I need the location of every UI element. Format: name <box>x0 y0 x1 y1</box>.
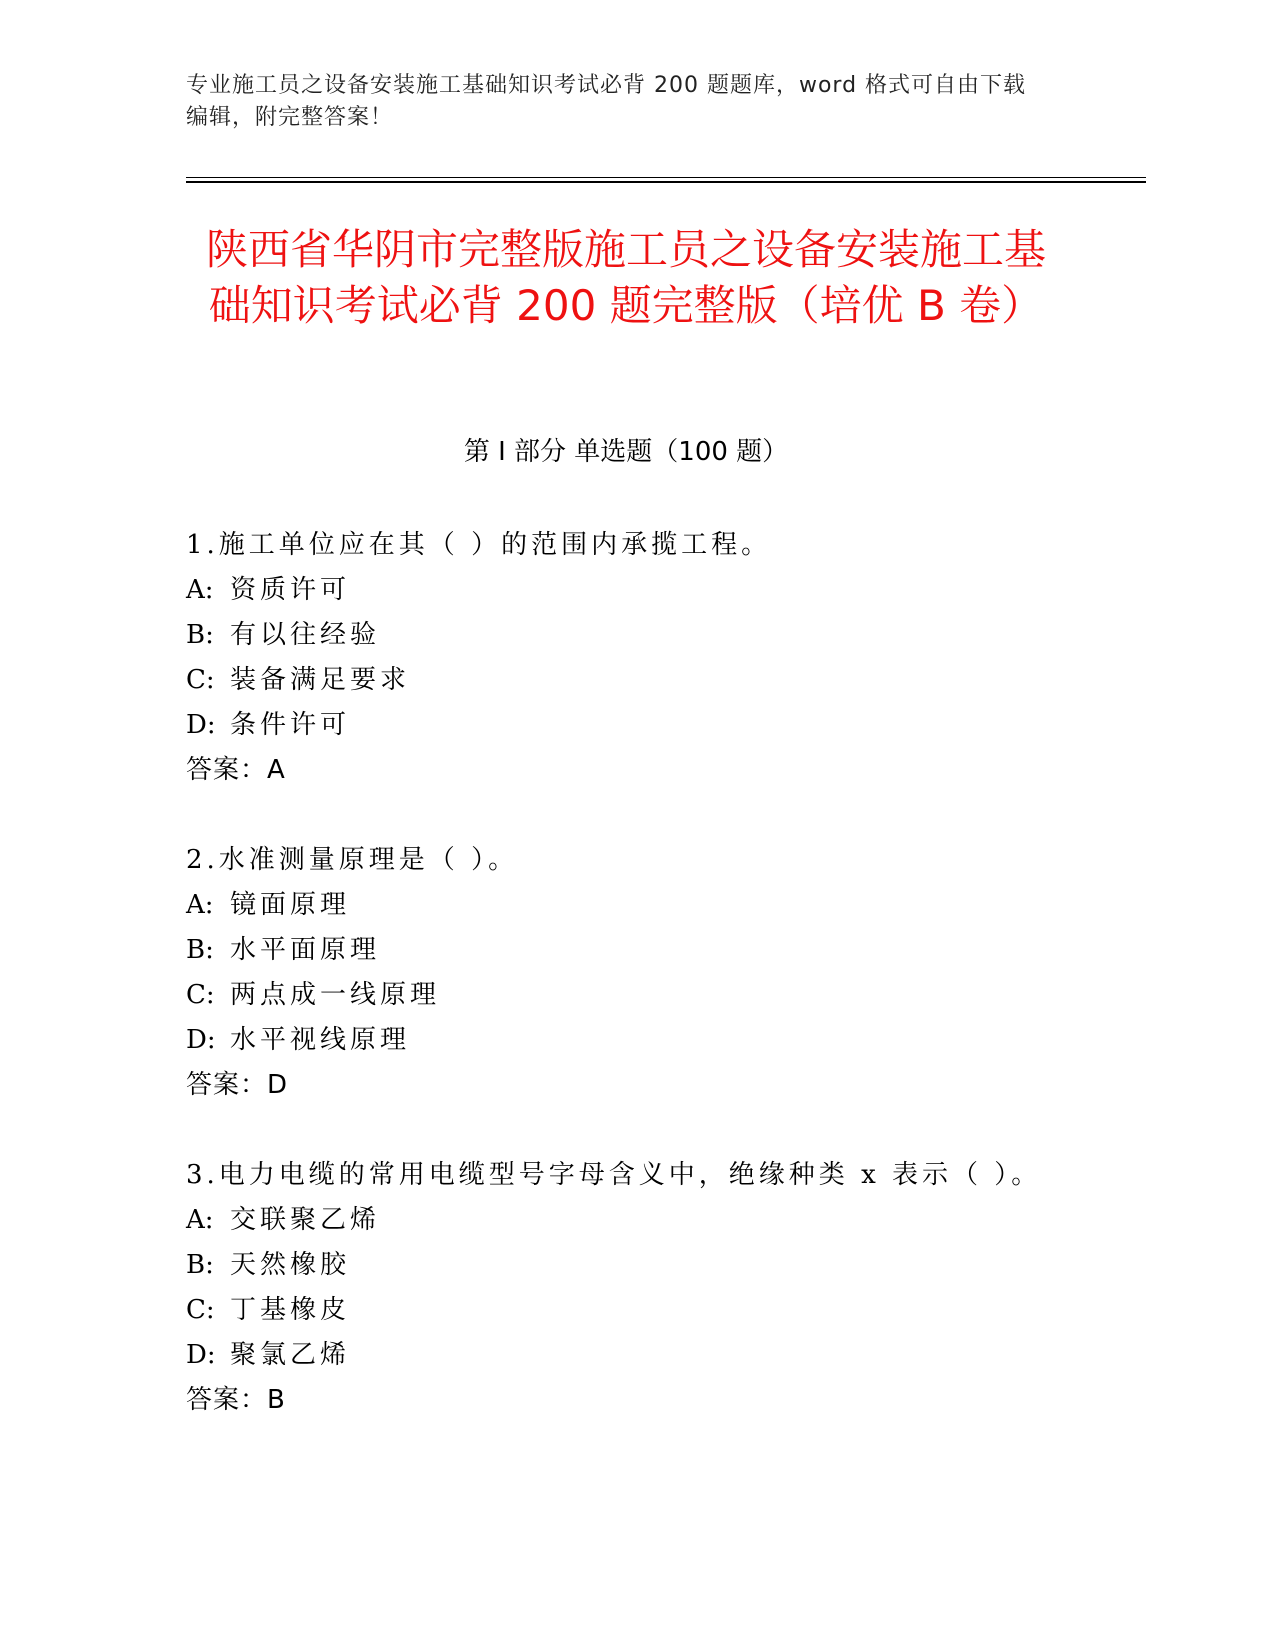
option-text: 镜面原理 <box>230 890 351 920</box>
question-3 <box>186 1153 1086 1423</box>
option-letter: B: <box>186 1250 214 1280</box>
section-title: 第 I 部分 单选题（100 题） <box>463 437 789 467</box>
option-c <box>186 973 1086 1018</box>
option-text: 水平面原理 <box>230 935 381 965</box>
option-text: 交联聚乙烯 <box>230 1205 381 1235</box>
option-letter: C: <box>186 980 215 1010</box>
header-divider-thick <box>186 181 1146 183</box>
header-note <box>186 70 1066 134</box>
option-letter: B: <box>186 935 214 965</box>
option-b <box>186 928 1086 973</box>
option-text: 丁基橡皮 <box>230 1295 351 1325</box>
option-d <box>186 1333 1086 1378</box>
option-c <box>186 1288 1086 1333</box>
option-text: 资质许可 <box>230 575 351 605</box>
option-text: 天然橡胶 <box>230 1250 351 1280</box>
option-text: 有以往经验 <box>230 620 381 650</box>
option-letter: D: <box>186 1025 216 1055</box>
option-letter: C: <box>186 665 215 695</box>
question-stem: 2.水准测量原理是（ ）。 <box>186 845 519 875</box>
option-letter: D: <box>186 1340 216 1370</box>
option-letter: A: <box>186 1205 214 1235</box>
option-text: 装备满足要求 <box>230 665 411 695</box>
option-d <box>186 1018 1086 1063</box>
option-letter: B: <box>186 620 214 650</box>
option-text: 聚氯乙烯 <box>230 1340 351 1370</box>
answer: 答案：B <box>186 1385 286 1415</box>
option-a <box>186 568 1086 613</box>
answer: 答案：D <box>186 1070 289 1100</box>
option-b <box>186 613 1086 658</box>
document-title: 陕西省华阴市完整版施工员之设备安装施工基础知识考试必背 200 题完整版（培优 B 卷） <box>205 225 1046 330</box>
question-stem: 3.电力电缆的常用电缆型号字母含义中，绝缘种类 x 表示（ ）。 <box>186 1160 1042 1190</box>
option-text: 水平视线原理 <box>230 1025 411 1055</box>
header-divider-thin <box>186 177 1146 178</box>
option-text: 条件许可 <box>230 710 351 740</box>
answer: 答案：A <box>186 755 286 785</box>
option-d <box>186 703 1086 748</box>
option-letter: D: <box>186 710 216 740</box>
option-text: 两点成一线原理 <box>230 980 441 1010</box>
option-letter: C: <box>186 1295 215 1325</box>
option-letter: A: <box>186 890 214 920</box>
question-2 <box>186 838 1086 1108</box>
option-b <box>186 1243 1086 1288</box>
option-c <box>186 658 1086 703</box>
question-1 <box>186 523 1086 793</box>
option-a <box>186 1198 1086 1243</box>
option-a <box>186 883 1086 928</box>
question-stem: 1.施工单位应在其（ ）的范围内承揽工程。 <box>186 530 772 560</box>
option-letter: A: <box>186 575 214 605</box>
header-note-line-1: 专业施工员之设备安装施工基础知识考试必背 200 题题库，word 格式可自由下载 <box>186 73 1027 98</box>
header-note-line-2: 编辑，附完整答案！ <box>186 105 394 130</box>
